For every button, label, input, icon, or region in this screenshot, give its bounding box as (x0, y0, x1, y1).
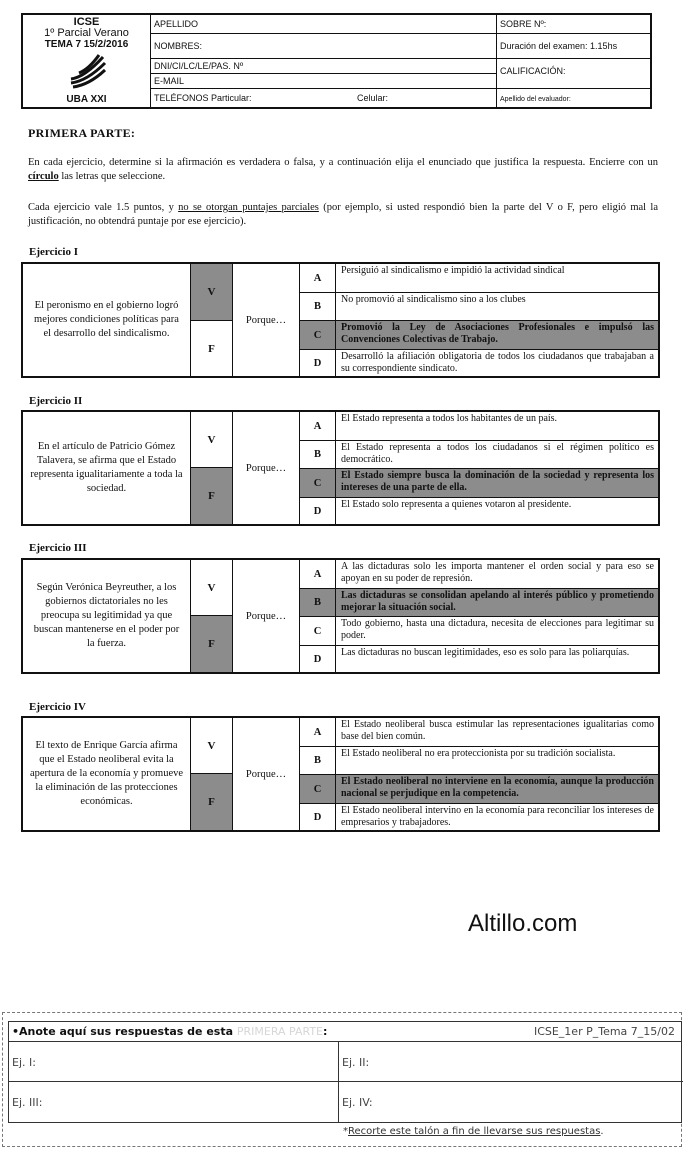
field-evaluador[interactable]: Apellido del evaluador: (500, 96, 571, 103)
admin-fields (497, 15, 650, 107)
exam-duration: Duración del examen: 1.15hs (497, 34, 650, 59)
exercise-2-title: Ejercicio II (29, 395, 83, 407)
stub-answer-ej1[interactable]: Ej. I: (9, 1042, 339, 1082)
exercise-3-v[interactable]: V (191, 560, 233, 616)
exercise-1-title: Ejercicio I (29, 246, 78, 258)
celular-label: Celular: (357, 93, 389, 103)
exam-header (21, 13, 652, 109)
exercise-2-statement: En el artículo de Patricio Gómez Talavera, se afirma que el Estado representa igualitariamente a toda la sociedad. (23, 412, 191, 524)
exercise-3-option-c[interactable]: C Todo gobierno, hasta una dictadura, necesita de elecciones para legitimar su poder. (300, 616, 658, 645)
student-fields (151, 15, 497, 107)
exercise-1-option-d[interactable]: D Desarrolló la afiliación obligatoria de todos los ciudadanos que trabajaban a su correspondiente sindicato. (300, 349, 658, 376)
exercise-4-statement: El texto de Enrique García afirma que el Estado neoliberal evita la apertura de la economía y promueve la eliminación de las protecciones económicas. (23, 718, 191, 830)
field-nombres[interactable]: NOMBRES: (151, 34, 496, 59)
instructions-2: Cada ejercicio vale 1.5 puntos, y no se otorgan puntajes parciales (por ejemplo, si usted respondió bien la parte del V o F, pero eligió mal la justificación, no obtendrá puntaje por ese ejercicio). (28, 202, 658, 227)
exercise-3-option-b[interactable]: B Las dictaduras se consolidan apelando al interés público y prometiendo mejorar la situación social. (300, 588, 658, 616)
telefono-label: TELÉFONOS Particular: (154, 93, 252, 103)
exercise-1-porque: Porque… (233, 264, 300, 376)
exercise-3-title: Ejercicio III (29, 542, 87, 554)
exercise-1-options (300, 264, 658, 376)
uba-logo-icon (67, 53, 107, 89)
exercise-1-option-a[interactable]: A Persiguió al sindicalismo e impidió la actividad sindical (300, 264, 658, 292)
part-title: PRIMERA PARTE: (28, 126, 136, 140)
stub-code: ICSE_1er P_Tema 7_15/02 (533, 1025, 675, 1038)
exercise-3-statement: Según Verónica Beyreuther, a los gobiernos dictatoriales no les preocupa su legitimidad ya que buscan mantenerse en el poder por la fuerza. (23, 560, 191, 672)
exercise-2-option-b[interactable]: B El Estado representa a todos los ciudadanos si el régimen político es democrático. (300, 440, 658, 468)
exercise-2-table (21, 410, 660, 526)
stub-header (8, 1021, 682, 1041)
exercise-2-option-c[interactable]: C El Estado siempre busca la dominación de la sociedad y representa los intereses de una parte de ella. (300, 468, 658, 497)
stub-answer-ej4[interactable]: Ej. IV: (342, 1096, 373, 1109)
exam-name: 1º Parcial Verano (44, 27, 129, 39)
org-name: ICSE (73, 16, 100, 28)
exercise-4-title: Ejercicio IV (29, 701, 86, 713)
exercise-2-option-a[interactable]: A El Estado representa a todos los habitantes de un país. (300, 412, 658, 440)
stub-answer-ej3[interactable]: Ej. III: (9, 1082, 339, 1122)
exercise-4-porque: Porque… (233, 718, 300, 830)
exercise-3-porque: Porque… (233, 560, 300, 672)
field-calificacion[interactable]: CALIFICACIÓN: (497, 59, 650, 89)
exercise-1-statement: El peronismo en el gobierno logró mejores condiciones políticas para el desarrollo del sindicalismo. (23, 264, 191, 376)
stub-answer-grid (8, 1041, 682, 1123)
exercise-1-option-c[interactable]: C Promovió la Ley de Asociaciones Profesionales e impulsó las Convenciones Colectivas de Trabajo. (300, 320, 658, 349)
exercise-4-option-c[interactable]: C El Estado neoliberal no interviene en la economía, aunque la producción nacional se perjudique en la competencia. (300, 774, 658, 803)
field-email[interactable]: E-MAIL (151, 74, 496, 89)
exam-tema: TEMA 7 15/2/2016 (44, 39, 129, 50)
exercise-2-v[interactable]: V (191, 412, 233, 468)
exercise-4-v[interactable]: V (191, 718, 233, 774)
stub-label: •Anote aquí sus respuestas de esta PRIMERA PARTE: (12, 1025, 328, 1038)
exercise-3-table (21, 558, 660, 674)
recorte-note: *Recorte este talón a fin de llevarse sus respuestas. (343, 1126, 604, 1137)
field-dni[interactable]: DNI/CI/LC/LE/PAS. Nº (151, 59, 496, 74)
exercise-4-option-b[interactable]: B El Estado neoliberal no era proteccionista por su tradición socialista. (300, 746, 658, 774)
instructions-1: En cada ejercicio, determine si la afirmación es verdadera o falsa, y a continuación elija el enunciado que justifica la respuesta. Encierre con un círculo las letras que seleccione. (28, 157, 658, 182)
logo-text: UBA XXI (66, 94, 107, 105)
field-telefonos[interactable] (151, 89, 496, 107)
altillo-watermark: Altillo.com (468, 910, 578, 937)
exercise-2-option-d[interactable]: D El Estado solo representa a quienes votaron al presidente. (300, 497, 658, 524)
exercise-1-v[interactable]: V (191, 264, 233, 321)
exercise-2-f[interactable]: F (191, 468, 233, 524)
exercise-4-option-d[interactable]: D El Estado neoliberal intervino en la economía para reconciliar los intereses de empresarios y trabajadores. (300, 803, 658, 830)
stub-answer-ej2[interactable]: Ej. II: (339, 1042, 683, 1082)
field-apellido[interactable]: APELLIDO (151, 15, 496, 34)
exercise-3-f[interactable]: F (191, 616, 233, 672)
exercise-3-option-d[interactable]: D Las dictaduras no buscan legitimidades, eso es solo para las poliarquías. (300, 645, 658, 672)
exercise-2-options (300, 412, 658, 524)
exercise-4-options (300, 718, 658, 830)
exercise-2-porque: Porque… (233, 412, 300, 524)
exercise-1-table (21, 262, 660, 378)
field-sobre[interactable]: SOBRE Nº: (497, 15, 650, 34)
exercise-3-options (300, 560, 658, 672)
exercise-4-f[interactable]: F (191, 774, 233, 830)
header-logo-block (23, 15, 151, 107)
exercise-4-table (21, 716, 660, 832)
exercise-3-option-a[interactable]: A A las dictaduras solo les importa mantener el orden social y para eso se apoyan en su poder de represión. (300, 560, 658, 588)
exercise-1-option-b[interactable]: B No promovió al sindicalismo sino a los clubes (300, 292, 658, 320)
exercise-4-option-a[interactable]: A El Estado neoliberal busca estimular las representaciones igualitarias como base del bien común. (300, 718, 658, 746)
exercise-1-f[interactable]: F (191, 321, 233, 376)
